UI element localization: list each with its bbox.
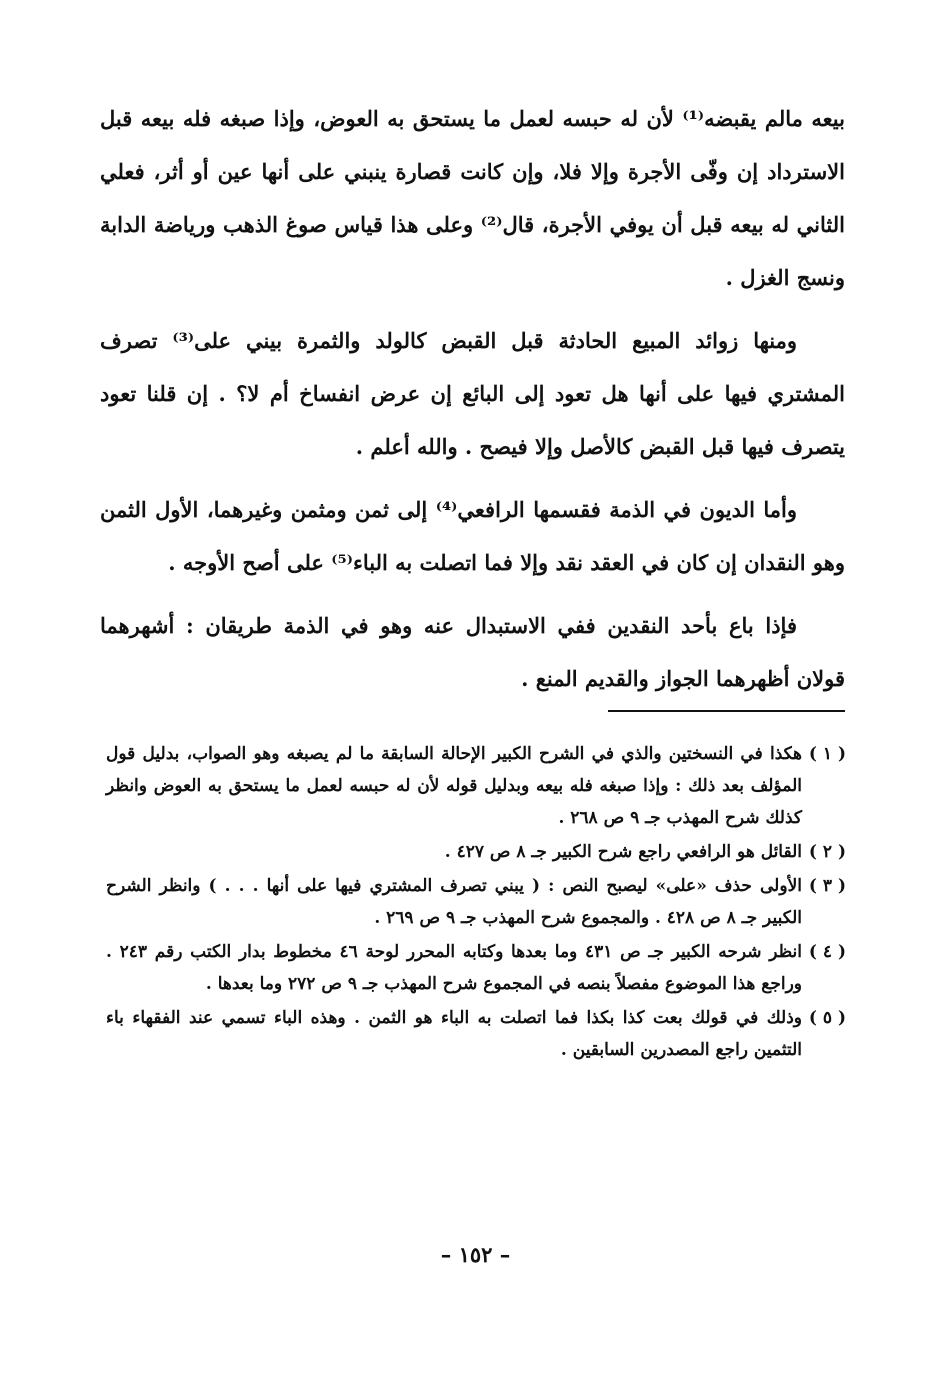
body-paragraph: ومنها زوائد المبيع الحادثة قبل القبض كالولد والثمرة بيني على⁽³⁾ تصرف المشتري فيها على أنها هل تعود إلى البائع إن عرض انفساخ أم لا؟ . إن قلنا تعود يتصرف فيها قبل القبض كالأصل وإلا فيصح . والله أعلم . [100, 328, 845, 459]
footnote-separator [608, 710, 845, 712]
body-paragraph: فإذا باع بأحد النقدين ففي الاستبدال عنه وهو في الذمة طريقان : أشهرهما قولان أظهرهما الجواز والقديم المنع . [100, 613, 845, 691]
footnote-number: ( ١ ) [808, 744, 846, 764]
footnote-text: القائل هو الرافعي راجع شرح الكبير جـ ٨ ص ٤٢٧ . [444, 842, 802, 862]
body-paragraph: وأما الديون في الذمة فقسمها الرافعي⁽⁴⁾ إلى ثمن ومثمن وغيرهما، الأول الثمن وهو النقدان إن كان في العقد نقد وإلا فما اتصلت به الباء⁽⁵⁾ على أصح الأوجه . [100, 497, 845, 575]
footnote [106, 738, 846, 834]
footnote-text: وذلك في قولك بعت كذا بكذا فما اتصلت به الباء هو الثمن . وهذه الباء تسمي عند الفقهاء باء التثمين راجع المصدرين السابقين . [106, 1008, 802, 1060]
body-paragraph: بيعه مالم يقبضه⁽¹⁾ لأن له حبسه لعمل ما يستحق به العوض، وإذا صبغه فله بيعه قبل الاسترداد إن وفّى الأجرة وإلا فلا، وإن كانت قصارة ينبني على أنها عين أو أثر، فعلي الثاني له بيعه قبل أن يوفي الأجرة، قال⁽²⁾ وعلى هذا قياس صوغ الذهب ورياضة الدابة ونسج الغزل . [100, 106, 845, 290]
footnote-number: ( ٢ ) [808, 842, 846, 862]
footnote-number: ( ٤ ) [808, 942, 846, 962]
footnote-text: الأولى حذف «على» ليصبح النص : ( يبني تصرف المشتري فيها على أنها . . . ) وانظر الشرح الكبير جـ ٨ ص ٤٢٨ . والمجموع شرح المهذب جـ ٩ ص ٢٦٩ . [106, 876, 802, 928]
footnote [106, 870, 846, 934]
footnote [106, 936, 846, 1000]
footnote [106, 836, 846, 868]
footnote-text: هكذا في النسختين والذي في الشرح الكبير الإحالة السابقة ما لم يصبغه وهو الصواب، بدليل قول المؤلف بعد ذلك : وإذا صبغه فله بيعه وبدليل قوله لأن له حبسه لعمل ما يستحق به العوض وانظر كذلك شرح المهذب جـ ٩ ص ٢٦٨ . [106, 744, 802, 828]
page-number: – ١٥٢ – [440, 1242, 511, 1267]
footnotes [106, 738, 846, 1068]
footnote-number: ( ٥ ) [808, 1008, 846, 1028]
footnote-number: ( ٣ ) [808, 876, 846, 896]
footnote-text: انظر شرحه الكبير جـ ص ٤٣١ وما بعدها وكتابه المحرر لوحة ٤٦ مخطوط بدار الكتب رقم ٢٤٣ . وراجع هذا الموضوع مفصلاً بنصه في المجموع شرح المهذب جـ ٩ ص ٢٧٢ وما بعدها . [106, 942, 802, 994]
main-text [100, 92, 845, 715]
footnote [106, 1002, 846, 1066]
